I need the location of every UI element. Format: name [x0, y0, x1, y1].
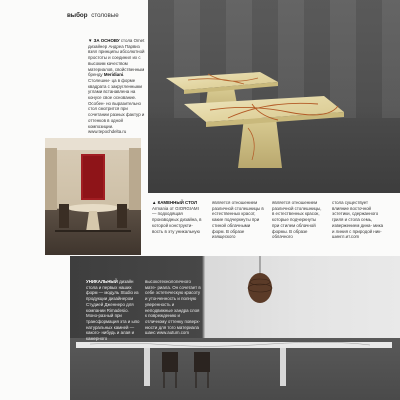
round-table-base — [86, 211, 100, 232]
chair-1 — [162, 352, 178, 372]
bottom-column-2: высокотехнологичного мате- риала. Он сочетает в себе эстетическую красоту и утонченность и полную уверенность и неподвижные хандра слоя к повреждению и отличному оттенку поверх- нюсти для того материала шанс www.autum.com — [145, 279, 201, 336]
header-topic: столовые — [91, 12, 119, 19]
onyx-tables-illustration — [148, 0, 400, 193]
page-header — [67, 12, 119, 20]
caption-column-3: является отношением различной столешницы, в естественных красок, которые подчеркнуты при стилем облачной формы. В образе облачного — [272, 200, 322, 240]
chair-2 — [194, 352, 210, 372]
caption-1-body: Armania от GIORGIAMI — подходящая производных дизайна, в которой конструкти- вость в эту уникальную — [152, 205, 202, 234]
caption-column-4: стола существует влияние восточной эстетики, сдержанного гриля и стола семь, извержением дина- мика и линия с природой ник-шингл.ит.сom — [332, 200, 384, 240]
caption-column-2: является отношением различной столешницы в естественных красот, какие подчеркнуты при стиной облачными форм. В образе изящеского — [212, 200, 264, 240]
intro-tail: . Столешни- ца в форме квадрата с закругленными углами встанавлена на конусе свое основание. Особен- но выразительно стол смотрится при сочетании разных фактур и оттенков в одной композиции. www.tepochdelta.ru — [88, 72, 145, 135]
table-leg-right — [280, 348, 286, 386]
caption-column-1 — [152, 200, 204, 234]
pendant-lamp-icon — [248, 273, 272, 303]
intro-body: стола Omet дизайнер Андреа Парвиз взял принципы абсолютной простоты и соединил их с высоким качеством материалов, свойственным бренду — [88, 38, 145, 78]
bottom-column-1 — [86, 279, 142, 342]
header-section: выбор — [67, 12, 88, 19]
bottom-1-body: дизайн стола и первых наших форм — модуль Studio из продукции дизайнером Студией Дженнеро для компании Rimadesio. Моно-разный при трансформация эта и ыпо натуральных камней — какого- нибудь и алая и камерного — [86, 279, 140, 342]
chair-left — [59, 204, 69, 228]
chair-right — [117, 204, 127, 228]
red-cabinet-inner — [83, 156, 103, 198]
table-leg-left — [144, 348, 150, 386]
photo-onyx-tables — [148, 0, 400, 193]
caption-1-lead: ▲ КАМЕННЫЙ СТОЛ — [152, 200, 198, 205]
photo-dining-interior — [45, 138, 141, 255]
intro-brand: Meridiani — [103, 72, 124, 78]
intro-lead: ▼ ЗА ОСНОВУ — [88, 38, 120, 43]
intro-text — [88, 38, 146, 135]
floor-line — [55, 230, 131, 232]
bottom-1-lead: УНИКАЛЬНЫЙ — [86, 279, 118, 284]
interior-illustration — [45, 138, 141, 255]
front-table-base — [238, 118, 282, 168]
round-table-top — [67, 204, 119, 212]
